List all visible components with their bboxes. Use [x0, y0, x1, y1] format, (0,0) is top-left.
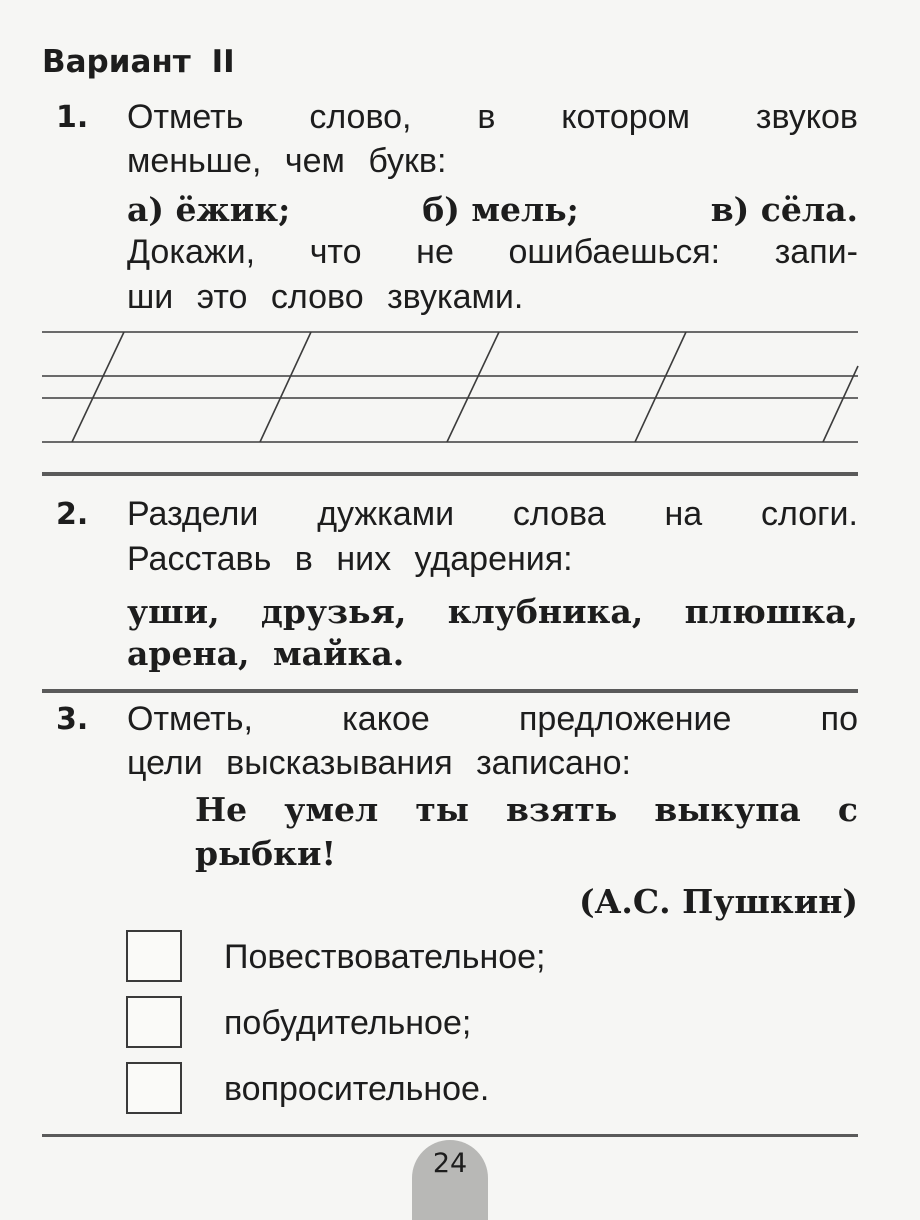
- word: ударения:: [414, 540, 573, 578]
- word: в: [477, 98, 496, 136]
- choice-imperative-label: побудительное;: [224, 1004, 472, 1042]
- quote-author: (А.С. Пушкин): [578, 882, 858, 921]
- checkbox-narrative[interactable]: [126, 930, 182, 982]
- word: Не: [195, 790, 248, 829]
- checkbox-interrogative[interactable]: [126, 1062, 182, 1114]
- word: уши,: [127, 592, 220, 631]
- word: это: [196, 278, 248, 316]
- word: слова: [512, 495, 606, 533]
- word: Раздели: [127, 495, 259, 533]
- word: арена,: [127, 634, 250, 673]
- word: майка.: [272, 634, 405, 673]
- word: взять: [506, 790, 618, 829]
- section-divider: [42, 689, 858, 693]
- word: что: [309, 233, 362, 271]
- word: с: [837, 790, 858, 829]
- word: на: [664, 495, 703, 533]
- section-divider: [42, 472, 858, 476]
- word: чем: [284, 142, 345, 180]
- word: звуками.: [387, 278, 524, 316]
- word: какое: [342, 700, 430, 738]
- variant-number: II: [211, 44, 235, 80]
- word: букв:: [368, 142, 447, 180]
- variant-title: Вариант: [42, 44, 191, 80]
- task-2-line-2: [127, 540, 573, 579]
- word: Отметь: [127, 98, 244, 136]
- choice-interrogative-label: вопросительное.: [224, 1070, 490, 1108]
- task-3-line-1: [127, 700, 858, 739]
- word: дужками: [317, 495, 455, 533]
- word: высказывания: [226, 744, 453, 782]
- task-3-number: 3.: [56, 702, 89, 737]
- task-2-number: 2.: [56, 497, 89, 532]
- handwriting-lines[interactable]: [0, 0, 920, 480]
- word: Отметь,: [127, 700, 253, 738]
- word: по: [820, 700, 858, 738]
- word: клубника,: [447, 592, 644, 631]
- word: слово: [270, 278, 364, 316]
- word: умел: [284, 790, 379, 829]
- word: ты: [415, 790, 469, 829]
- footer-divider: [42, 1134, 858, 1137]
- word: цели: [127, 744, 203, 782]
- word: запи-: [774, 233, 858, 271]
- word: предложение: [519, 700, 732, 738]
- word: них: [336, 540, 392, 578]
- word: друзья,: [260, 592, 407, 631]
- page-number: 24: [432, 1148, 468, 1179]
- option-a: а) ёжик;: [127, 190, 291, 229]
- task-2-words-line-2: [127, 634, 404, 673]
- word: меньше,: [127, 142, 262, 180]
- task-3-line-2: [127, 744, 631, 783]
- quote-line-1: [195, 790, 858, 829]
- checkbox-imperative[interactable]: [126, 996, 182, 1048]
- word: ши: [127, 278, 174, 316]
- word: Расставь: [127, 540, 272, 578]
- task-2-words-line-1: [127, 592, 858, 631]
- word: котором: [561, 98, 690, 136]
- word: выкупа: [654, 790, 801, 829]
- word: плюшка,: [684, 592, 858, 631]
- word: ошибаешься:: [508, 233, 721, 271]
- choice-narrative-label: Повествовательное;: [224, 938, 546, 976]
- word: записано:: [476, 744, 632, 782]
- word: Докажи,: [127, 233, 256, 271]
- option-b: б) мель;: [422, 190, 579, 229]
- task-1-number: 1.: [56, 100, 89, 135]
- option-c: в) сёла.: [710, 190, 858, 229]
- word: не: [416, 233, 454, 271]
- word: слово,: [309, 98, 412, 136]
- task-2-line-1: [127, 495, 858, 534]
- word: в: [294, 540, 313, 578]
- word: звуков: [755, 98, 858, 136]
- quote-line-2: рыбки!: [195, 834, 336, 873]
- word: слоги.: [760, 495, 858, 533]
